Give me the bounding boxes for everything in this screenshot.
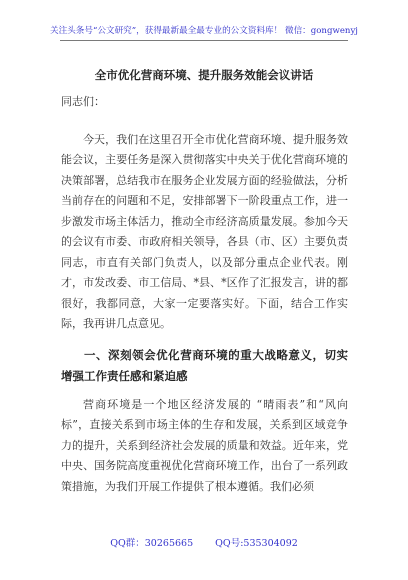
header-banner: 关注头条号“公文研究”，获得最新最全最专业的公文资料库！ 微信：gongwenyj — [50, 26, 358, 36]
salutation: 同志们： — [61, 95, 105, 108]
section-paragraph: 营商环境是一个地区经济发展的 “晴雨表”和“风向标”，直接关系到市场主体的生存和发展，关系到区域竞争力的提升，关系到经济社会发展的质量和效益。近年来，党中央、国务院高度重视优化营商环境工作，出台了一系列政策措施，为我们开展工作提供了根本遵循。我们必须 — [61, 397, 348, 493]
footer-qq-group: QQ群：30265665 — [110, 538, 194, 549]
section-heading: 一、深刻领会优化营商环境的重大战略意义，切实增强工作责任感和紧迫感 — [61, 347, 348, 383]
footer-qq-number: QQ号:535304092 — [215, 538, 298, 549]
header-divider — [60, 40, 348, 41]
document-body — [61, 92, 348, 497]
document-title: 全市优化营商环境、提升服务效能会议讲话 — [94, 68, 314, 82]
footer — [0, 535, 408, 549]
body-paragraph: 今天，我们在这里召开全市优化营商环境、提升服务效能会议，主要任务是深入贯彻落实中央关于优化营商环境的决策部署，总结我市在服务企业发展方面的经验做法，分析当前存在的问题和不足，安排部署下一阶段重点工作，进一步激发市场主体活力，推动全市经济高质量发展。参加今天的会议有市委、市政府相关领导，各县（市、区）主要负责同志，市直有关部门负责人，以及部分重点企业代表。刚才，市发改委、市工信局、*县、*区作了汇报发言，讲的都很好，我都同意，大家一定要落实好。下面，结合工作实际，我再讲几点意见。 — [61, 132, 348, 330]
